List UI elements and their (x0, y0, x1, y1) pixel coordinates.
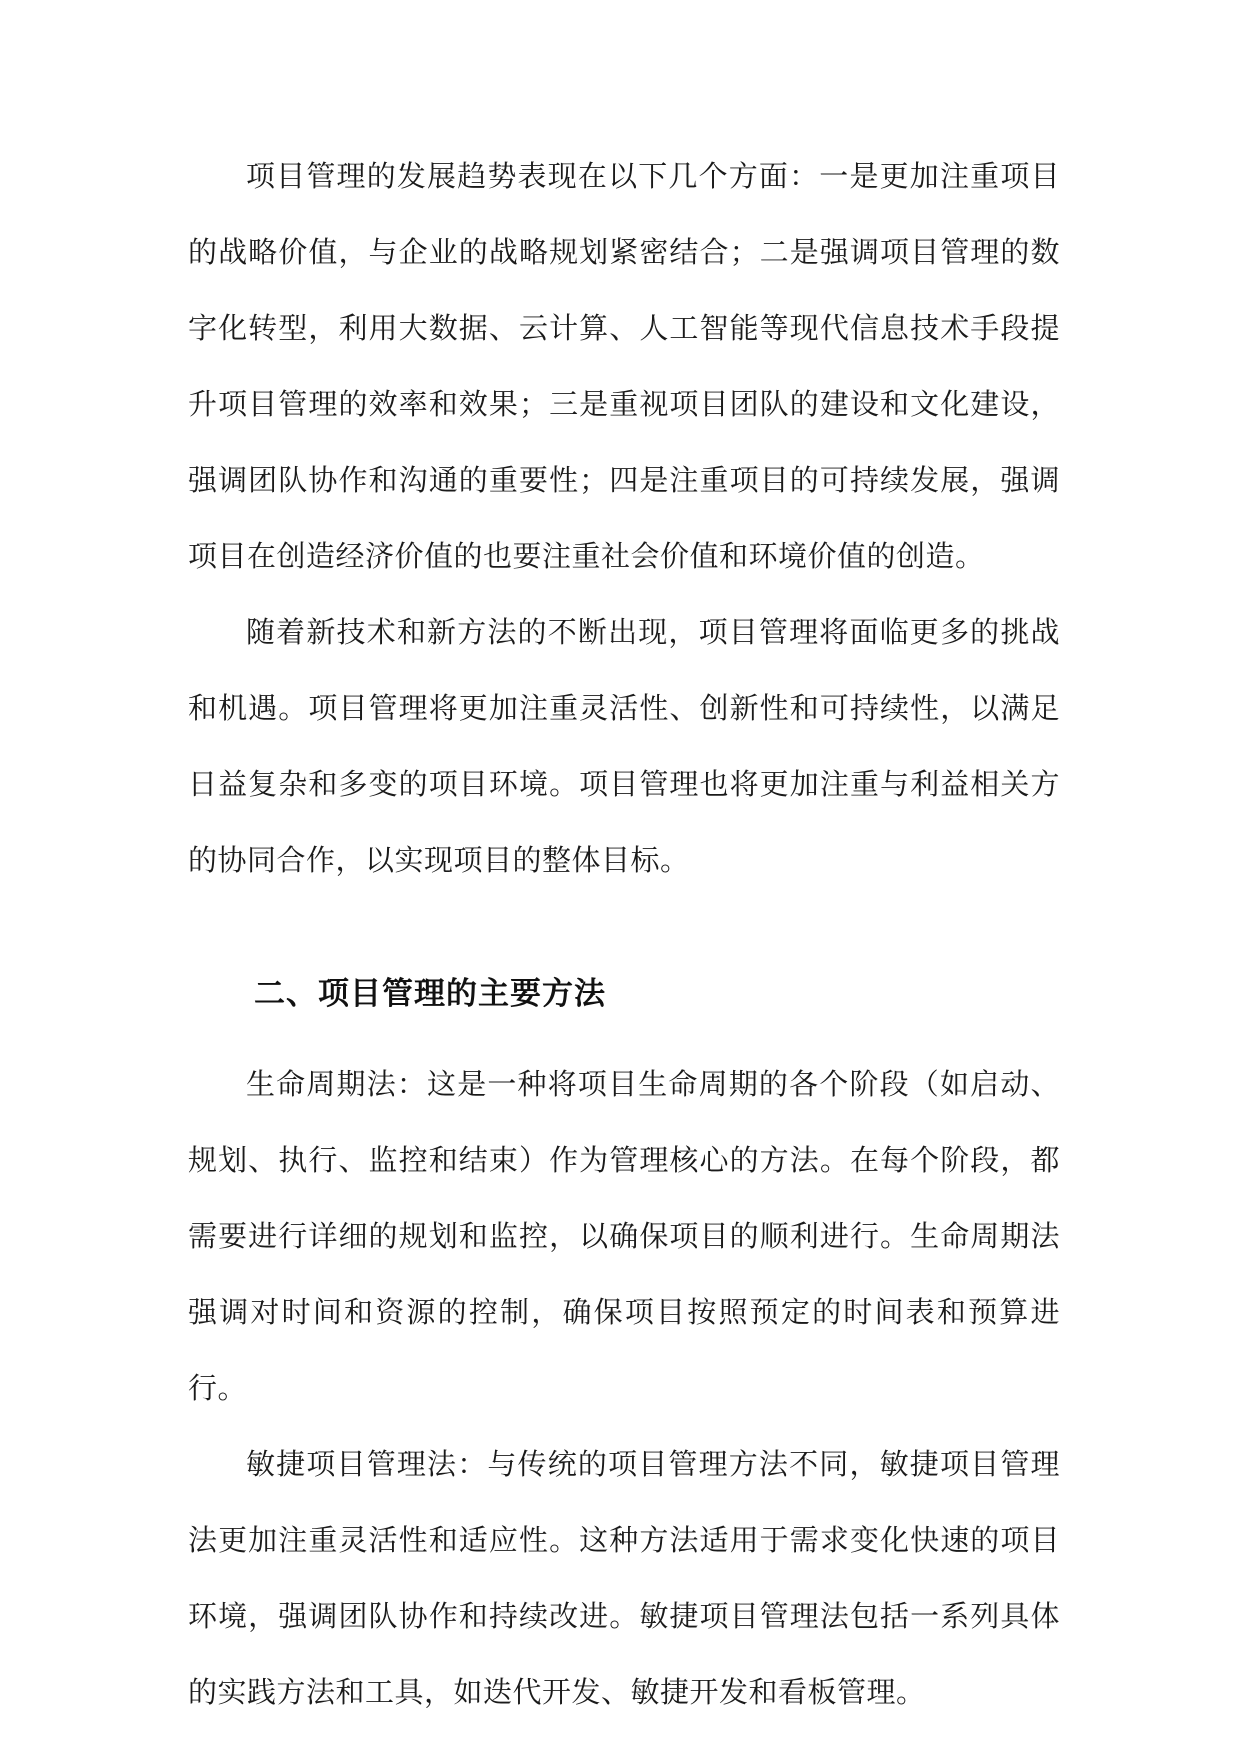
paragraph-development-trends: 项目管理的发展趋势表现在以下几个方面：一是更加注重项目的战略价值，与企业的战略规划紧密结合；二是强调项目管理的数字化转型，利用大数据、云计算、人工智能等现代信息技术手段提升项目管理的效率和效果；三是重视项目团队的建设和文化建设，强调团队协作和沟通的重要性；四是注重项目的可持续发展，强调项目在创造经济价值的也要注重社会价值和环境价值的创造。 (188, 159, 1060, 573)
paragraph-future-challenges: 随着新技术和新方法的不断出现，项目管理将面临更多的挑战和机遇。项目管理将更加注重灵活性、创新性和可持续性，以满足日益复杂和多变的项目环境。项目管理也将更加注重与利益相关方的协同合作，以实现项目的整体目标。 (188, 615, 1060, 877)
paragraph-lifecycle-method: 生命周期法：这是一种将项目生命周期的各个阶段（如启动、规划、执行、监控和结束）作为管理核心的方法。在每个阶段，都需要进行详细的规划和监控，以确保项目的顺利进行。生命周期法强调对时间和资源的控制，确保项目按照预定的时间表和预算进行。 (188, 1067, 1060, 1405)
section-heading-main-methods: 二、项目管理的主要方法 (254, 976, 606, 1012)
document-body (188, 138, 1060, 1730)
paragraph-agile-method: 敏捷项目管理法：与传统的项目管理方法不同，敏捷项目管理法更加注重灵活性和适应性。这种方法适用于需求变化快速的项目环境，强调团队协作和持续改进。敏捷项目管理法包括一系列具体的实践方法和工具，如迭代开发、敏捷开发和看板管理。 (188, 1447, 1060, 1709)
